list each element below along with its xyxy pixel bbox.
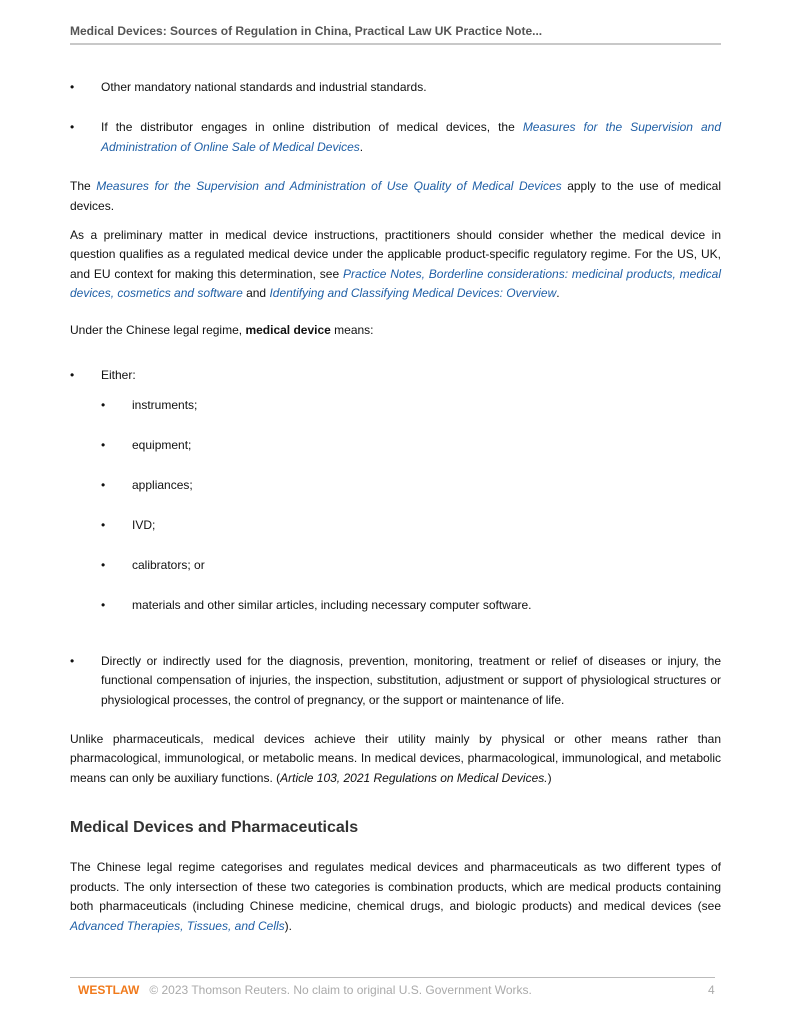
paragraph	[70, 858, 721, 936]
footer-divider	[70, 977, 715, 978]
bullet-icon: •	[101, 597, 106, 612]
text: apply to the use of medical devices.	[70, 179, 722, 213]
text: and	[242, 286, 270, 300]
westlaw-logo: WESTLAW	[78, 983, 140, 997]
bullet-icon: •	[101, 397, 106, 412]
bullet-text: Other mandatory national standards and industrial standards.	[101, 80, 427, 94]
bullet-icon: •	[101, 517, 106, 532]
sub-bullet-item	[70, 516, 721, 536]
sub-bullet-item	[70, 556, 721, 576]
sub-bullet-text: calibrators; or	[132, 557, 205, 572]
bullet-icon: •	[70, 367, 75, 382]
bullet-text: Directly or indirectly used for the diagnosis, prevention, monitoring, treatment or relief of diseases or injury, the functional compensation of injuries, the inspection, substitution, adjustment or support of physiological structures or physiological processes, the control of pregnancy, or the support or maintenance of life.	[101, 653, 721, 707]
document-header-title: Medical Devices: Sources of Regulation in China, Practical Law UK Practice Note...	[70, 24, 543, 38]
bullet-text: Either:	[101, 367, 136, 382]
text: ).	[284, 918, 293, 933]
text: The	[70, 179, 97, 193]
link-identifying-classifying[interactable]: Identifying and Classifying Medical Devices: Overview	[269, 286, 557, 300]
section-heading: Medical Devices and Pharmaceuticals	[70, 819, 359, 836]
sub-bullet-text: equipment;	[132, 437, 192, 452]
bullet-item	[70, 118, 721, 157]
bullet-icon: •	[70, 653, 75, 668]
text: means:	[330, 322, 374, 337]
bold-term: medical device	[245, 322, 331, 337]
text: As a preliminary matter in medical device instructions, practitioners should consider whether the medical device in question qualifies as a regulated medical device under the applicable product-specific regulatory regime. For the US, UK, and EU context for making this determination, see	[70, 227, 721, 281]
paragraph	[70, 321, 721, 341]
sub-bullet-item	[70, 396, 721, 416]
bullet-icon: •	[70, 80, 75, 94]
link-online-sale-measures[interactable]: Measures for the Supervision and Administration of Online Sale of Medical Devices	[101, 120, 722, 154]
sub-bullet-text: IVD;	[132, 517, 156, 532]
sub-bullet-item	[70, 436, 721, 456]
paragraph	[70, 226, 721, 304]
bullet-icon: •	[101, 477, 106, 492]
document-body	[70, 78, 721, 936]
text: The Chinese legal regime categorises and regulates medical devices and pharmaceuticals as two different types of products. The only intersection of these two categories is combination products, which are medical products containing both pharmaceuticals (including Chinese medicine, chemical drugs, and biologic products) and medical devices (see	[70, 860, 721, 913]
text: If the distributor engages in online distribution of medical devices, the	[101, 120, 523, 134]
text: .	[359, 139, 364, 154]
footer	[78, 983, 532, 997]
citation: Article 103, 2021 Regulations on Medical Devices.	[280, 770, 548, 785]
bullet-icon: •	[70, 120, 75, 134]
paragraph	[70, 177, 721, 216]
paragraph	[70, 730, 721, 789]
sub-bullet-text: materials and other similar articles, including necessary computer software.	[132, 597, 532, 612]
sub-bullet-item	[70, 596, 721, 616]
sub-bullet-text: instruments;	[132, 397, 198, 412]
text: )	[547, 770, 552, 785]
bullet-item	[70, 652, 721, 711]
text: Unlike pharmaceuticals, medical devices achieve their utility mainly by physical or other means rather than pharmacological, immunological, or metabolic means. In medical devices, pharmacological, immunological, and metabolic means can only be auxiliary functions. (	[70, 731, 721, 785]
link-advanced-therapies[interactable]: Advanced Therapies, Tissues, and Cells	[70, 918, 285, 933]
bullet-item	[70, 366, 721, 386]
bullet-item	[70, 78, 721, 98]
text: Under the Chinese legal regime,	[70, 322, 246, 337]
copyright-text: © 2023 Thomson Reuters. No claim to original U.S. Government Works.	[149, 983, 532, 997]
link-use-quality-measures[interactable]: Measures for the Supervision and Administration of Use Quality of Medical Devices	[96, 179, 562, 193]
link-borderline-considerations[interactable]: Practice Notes, Borderline considerations: medicinal products, medical devices, cosmetics and software	[70, 266, 722, 300]
page-number: 4	[708, 983, 715, 997]
bullet-icon: •	[101, 437, 106, 452]
sub-bullet-item	[70, 476, 721, 496]
text: .	[556, 286, 560, 300]
sub-bullet-text: appliances;	[132, 477, 193, 492]
header-divider	[70, 43, 721, 45]
bullet-icon: •	[101, 557, 106, 572]
